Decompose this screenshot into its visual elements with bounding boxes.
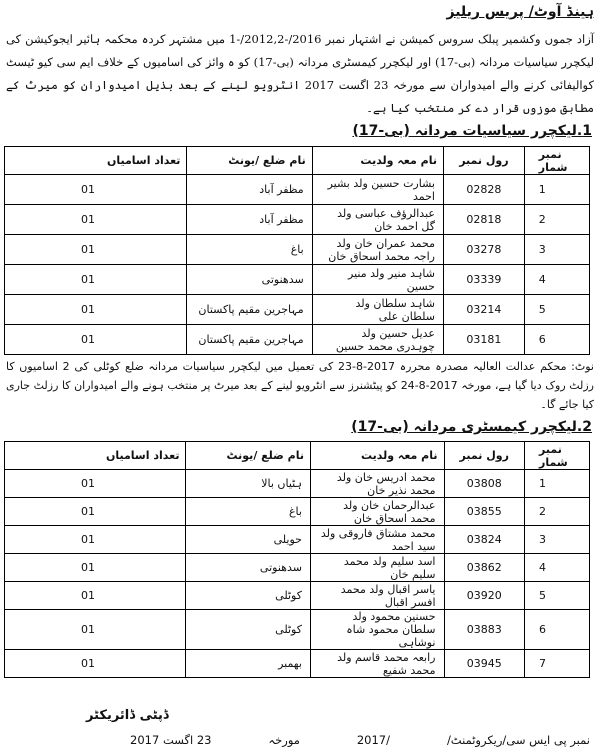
cell-name: بشارت حسین ولد بشیر احمد bbox=[312, 175, 443, 205]
cell-roll: 03883 bbox=[444, 610, 524, 650]
cell-posts: 01 bbox=[5, 295, 187, 325]
cell-name: رابعہ محمد قاسم ولد محمد شفیع bbox=[310, 650, 444, 678]
section-2-title: 2.لیکچرر کیمسٹری مردانہ (بی-17) bbox=[351, 419, 592, 435]
col-roll-number: رول نمبر bbox=[443, 147, 524, 175]
col-district: نام ضلع /یونٹ bbox=[186, 442, 310, 470]
cell-posts: 01 bbox=[5, 610, 186, 650]
col-posts: تعداد اسامیاں bbox=[5, 442, 186, 470]
date-label: مورخہ bbox=[268, 733, 300, 747]
cell-serial: 2 bbox=[524, 498, 589, 526]
cell-roll: 03808 bbox=[444, 470, 524, 498]
cell-district: حویلی bbox=[186, 526, 310, 554]
col-posts: تعداد اسامیاں bbox=[5, 147, 187, 175]
cell-roll: 03862 bbox=[444, 554, 524, 582]
cell-name: عبدالرؤف عباسی ولد گل احمد خان bbox=[312, 205, 443, 235]
cell-posts: 01 bbox=[5, 325, 187, 355]
cell-posts: 01 bbox=[5, 526, 186, 554]
cell-serial: 2 bbox=[524, 205, 589, 235]
cell-district: بھمبر bbox=[186, 650, 310, 678]
cell-roll: 02818 bbox=[443, 205, 524, 235]
cell-district: ہٹیاں بالا bbox=[186, 470, 310, 498]
cell-serial: 7 bbox=[524, 650, 589, 678]
signature-title: ڈپٹی ڈائریکٹر bbox=[86, 708, 169, 723]
table-row bbox=[5, 295, 590, 325]
table-row bbox=[5, 265, 590, 295]
reference-number: نمبر پی ایس سی/ریکروٹمنٹ/ bbox=[446, 733, 590, 747]
cell-district: مظفر آباد bbox=[187, 205, 312, 235]
table-row bbox=[5, 235, 590, 265]
page-title: ہینڈ آوٹ/ پریس ریلیز bbox=[446, 4, 594, 20]
cell-serial: 1 bbox=[524, 470, 589, 498]
cell-serial: 3 bbox=[524, 526, 589, 554]
cell-roll: 03278 bbox=[443, 235, 524, 265]
section-1-title: 1.لیکچرر سیاسیات مردانہ (بی-17) bbox=[352, 123, 592, 139]
table-row bbox=[5, 325, 590, 355]
date-value: 23 اگست 2017 bbox=[130, 733, 212, 747]
reference-year: /2017 bbox=[356, 733, 391, 747]
cell-serial: 6 bbox=[524, 325, 589, 355]
cell-roll: 03824 bbox=[444, 526, 524, 554]
cell-posts: 01 bbox=[5, 554, 186, 582]
cell-district: سدھنوتی bbox=[187, 265, 312, 295]
cell-posts: 01 bbox=[5, 235, 187, 265]
col-serial: نمبر شمار bbox=[524, 442, 589, 470]
cell-name: عبدالرحمان خان ولد محمد اسحاق خان bbox=[310, 498, 444, 526]
table-row bbox=[5, 610, 590, 650]
cell-name: شاہد منیر ولد منیر حسین bbox=[312, 265, 443, 295]
cell-serial: 4 bbox=[524, 554, 589, 582]
cell-roll: 03945 bbox=[444, 650, 524, 678]
table-header-row bbox=[5, 147, 590, 175]
cell-district: سدھنوتی bbox=[186, 554, 310, 582]
cell-roll: 03214 bbox=[443, 295, 524, 325]
cell-serial: 5 bbox=[524, 582, 589, 610]
cell-serial: 4 bbox=[524, 265, 589, 295]
cell-name: محمد مشتاق فاروقی ولد سید احمد bbox=[310, 526, 444, 554]
cell-posts: 01 bbox=[5, 205, 187, 235]
cell-posts: 01 bbox=[5, 498, 186, 526]
table-row bbox=[5, 205, 590, 235]
cell-roll: 03920 bbox=[444, 582, 524, 610]
cell-serial: 1 bbox=[524, 175, 589, 205]
cell-roll: 03339 bbox=[443, 265, 524, 295]
col-roll-number: رول نمبر bbox=[444, 442, 524, 470]
cell-name: عدیل حسین ولد چوہدری محمد حسین bbox=[312, 325, 443, 355]
cell-name: حسنین محمود ولد سلطان محمود شاہ نوشاہی bbox=[310, 610, 444, 650]
cell-posts: 01 bbox=[5, 582, 186, 610]
cell-name: شاہد سلطان ولد سلطان علی bbox=[312, 295, 443, 325]
table-row bbox=[5, 175, 590, 205]
cell-serial: 6 bbox=[524, 610, 589, 650]
table-row bbox=[5, 554, 590, 582]
col-district: نام ضلع /یونٹ bbox=[187, 147, 312, 175]
table-row bbox=[5, 650, 590, 678]
cell-roll: 03855 bbox=[444, 498, 524, 526]
cell-name: محمد عمران خان ولد راجہ محمد اسحاق خان bbox=[312, 235, 443, 265]
cell-district: مہاجرین مقیم پاکستان bbox=[187, 325, 312, 355]
cell-district: باغ bbox=[187, 235, 312, 265]
cell-name: اسد سلیم ولد محمد سلیم خان bbox=[310, 554, 444, 582]
cell-district: کوٹلی bbox=[186, 582, 310, 610]
table-header-row bbox=[5, 442, 590, 470]
results-table-political-science bbox=[4, 146, 590, 355]
table-row bbox=[5, 498, 590, 526]
cell-posts: 01 bbox=[5, 265, 187, 295]
intro-paragraph: آزاد جموں وکشمیر پبلک سروس کمیشن نے اشتہار نمبر 2016/-2012,2/-1 میں مشتہر کردہ محکمہ ہائیر ایجوکیشن کی لیکچرر سیاسیات مردانہ (بی-17) اور لیکچرر کیمسٹری مردانہ (بی-17) کو ہ وائز کی اسامیوں کے خلاف ایم سی کیو ٹیسٹ کوالیفائی کرنے والے امیدواران سے مورخہ 23 اگست 2017 انٹرویو لینے کے بعد بذیل امیدواران کو میرٹ کے مطابق موزوں قرار دے کر منتخب کیا ہے۔ bbox=[6, 32, 594, 115]
col-name: نام معہ ولدیت bbox=[310, 442, 444, 470]
cell-district: مہاجرین مقیم پاکستان bbox=[187, 295, 312, 325]
results-table-chemistry bbox=[4, 441, 590, 678]
cell-district: کوٹلی bbox=[186, 610, 310, 650]
table-row bbox=[5, 582, 590, 610]
court-note: نوٹ: محکم عدالت العالیہ مصدرہ محررہ 2017-8-23 کی تعمیل میں لیکچرر سیاسیات مردانہ ضلع کوٹلی کی 2 اسامیوں کا رزلٹ روک دیا گیا ہے، مورخہ 2017-8-24 کو پیٹشنرز سے انٹرویو لینے کے بعد میرٹ پر منتخب ہونے والے امیدواران کا رزلٹ جاری کیا جائے گا۔ bbox=[6, 360, 594, 411]
cell-posts: 01 bbox=[5, 470, 186, 498]
cell-district: باغ bbox=[186, 498, 310, 526]
cell-serial: 3 bbox=[524, 235, 589, 265]
cell-roll: 03181 bbox=[443, 325, 524, 355]
cell-roll: 02828 bbox=[443, 175, 524, 205]
col-serial: نمبر شمار bbox=[524, 147, 589, 175]
cell-name: محمد ادریس خان ولد محمد نذیر خان bbox=[310, 470, 444, 498]
cell-district: مظفر آباد bbox=[187, 175, 312, 205]
cell-posts: 01 bbox=[5, 175, 187, 205]
cell-posts: 01 bbox=[5, 650, 186, 678]
col-name: نام معہ ولدیت bbox=[312, 147, 443, 175]
cell-name: یاسر اقبال ولد محمد افسر اقبال bbox=[310, 582, 444, 610]
cell-serial: 5 bbox=[524, 295, 589, 325]
table-row bbox=[5, 470, 590, 498]
reference-line bbox=[130, 733, 590, 747]
table-row bbox=[5, 526, 590, 554]
